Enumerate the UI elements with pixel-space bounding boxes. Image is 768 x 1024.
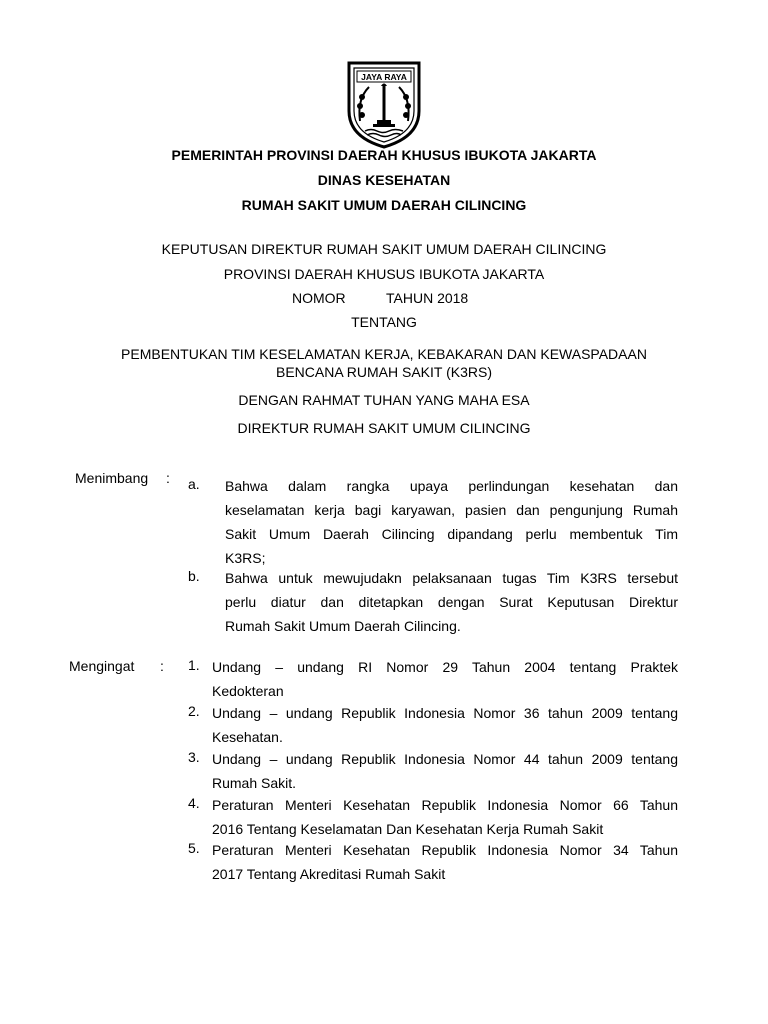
- list-marker: b.: [188, 568, 200, 584]
- list-item-line: K3RS;: [225, 550, 266, 566]
- jakarta-emblem-logo: [345, 59, 423, 149]
- decree-subject-line2: BENCANA RUMAH SAKIT (K3RS): [275, 364, 492, 380]
- mengingat-label: Mengingat: [69, 658, 135, 674]
- decree-director: DIREKTUR RUMAH SAKIT UMUM CILINCING: [237, 420, 531, 436]
- list-item-line: Bahwa untuk mewujudakn pelaksanaan tugas Tim K3RS tersebut: [225, 570, 678, 586]
- decree-province: PROVINSI DAERAH KHUSUS IBUKOTA JAKARTA: [223, 266, 545, 282]
- list-item-line: Kesehatan.: [212, 729, 283, 745]
- decree-subject-line1: PEMBENTUKAN TIM KESELAMATAN KERJA, KEBAKARAN DAN KEWASPADAAN: [121, 346, 647, 362]
- list-item-line: Peraturan Menteri Kesehatan Republik Indonesia Nomor 66 Tahun: [212, 797, 678, 813]
- list-marker: 4.: [188, 795, 200, 811]
- decree-year-label: TAHUN 2018: [386, 290, 469, 306]
- menimbang-label: Menimbang: [75, 470, 149, 486]
- logo-motto: JAYA RAYA: [361, 72, 407, 82]
- decree-title: KEPUTUSAN DIREKTUR RUMAH SAKIT UMUM DAERAH CILINCING: [161, 241, 607, 257]
- list-item-line: Rumah Sakit.: [212, 775, 297, 791]
- list-item-line: Bahwa dalam rangka upaya perlindungan kesehatan dan: [225, 478, 678, 494]
- list-marker: 1.: [188, 657, 200, 673]
- list-item-line: Undang – undang RI Nomor 29 Tahun 2004 tentang Praktek: [212, 659, 678, 675]
- list-marker: 3.: [188, 749, 200, 765]
- header-government: PEMERINTAH PROVINSI DAERAH KHUSUS IBUKOTA JAKARTA: [171, 147, 597, 163]
- list-item-line: perlu diatur dan ditetapkan dengan Surat Keputusan Direktur: [225, 594, 678, 610]
- list-item-line: Kedokteran: [212, 683, 284, 699]
- list-item-line: Rumah Sakit Umum Daerah Cilincing.: [225, 618, 461, 634]
- list-item-line: Sakit Umum Daerah Cilincing dipandang perlu membentuk Tim: [225, 526, 678, 542]
- decree-blessing: DENGAN RAHMAT TUHAN YANG MAHA ESA: [238, 392, 530, 408]
- header-agency: DINAS KESEHATAN: [317, 172, 451, 188]
- list-item-line: Undang – undang Republik Indonesia Nomor 36 tahun 2009 tentang: [212, 705, 678, 721]
- header-hospital: RUMAH SAKIT UMUM DAERAH CILINCING: [241, 197, 527, 213]
- list-item-line: 2016 Tentang Keselamatan Dan Kesehatan Kerja Rumah Sakit: [212, 821, 604, 837]
- list-item-line: keselamatan kerja bagi karyawan, pasien dan pengunjung Rumah: [225, 502, 678, 518]
- menimbang-colon: :: [166, 470, 170, 486]
- decree-tentang: TENTANG: [351, 314, 417, 330]
- list-marker: 2.: [188, 703, 200, 719]
- decree-nomor-label: NOMOR: [292, 290, 346, 306]
- list-item-line: Peraturan Menteri Kesehatan Republik Indonesia Nomor 34 Tahun: [212, 842, 678, 858]
- list-item-line: Undang – undang Republik Indonesia Nomor 44 tahun 2009 tentang: [212, 751, 678, 767]
- list-marker: a.: [188, 476, 200, 492]
- list-item-line: 2017 Tentang Akreditasi Rumah Sakit: [212, 866, 446, 882]
- list-marker: 5.: [188, 840, 200, 856]
- mengingat-colon: :: [160, 658, 164, 674]
